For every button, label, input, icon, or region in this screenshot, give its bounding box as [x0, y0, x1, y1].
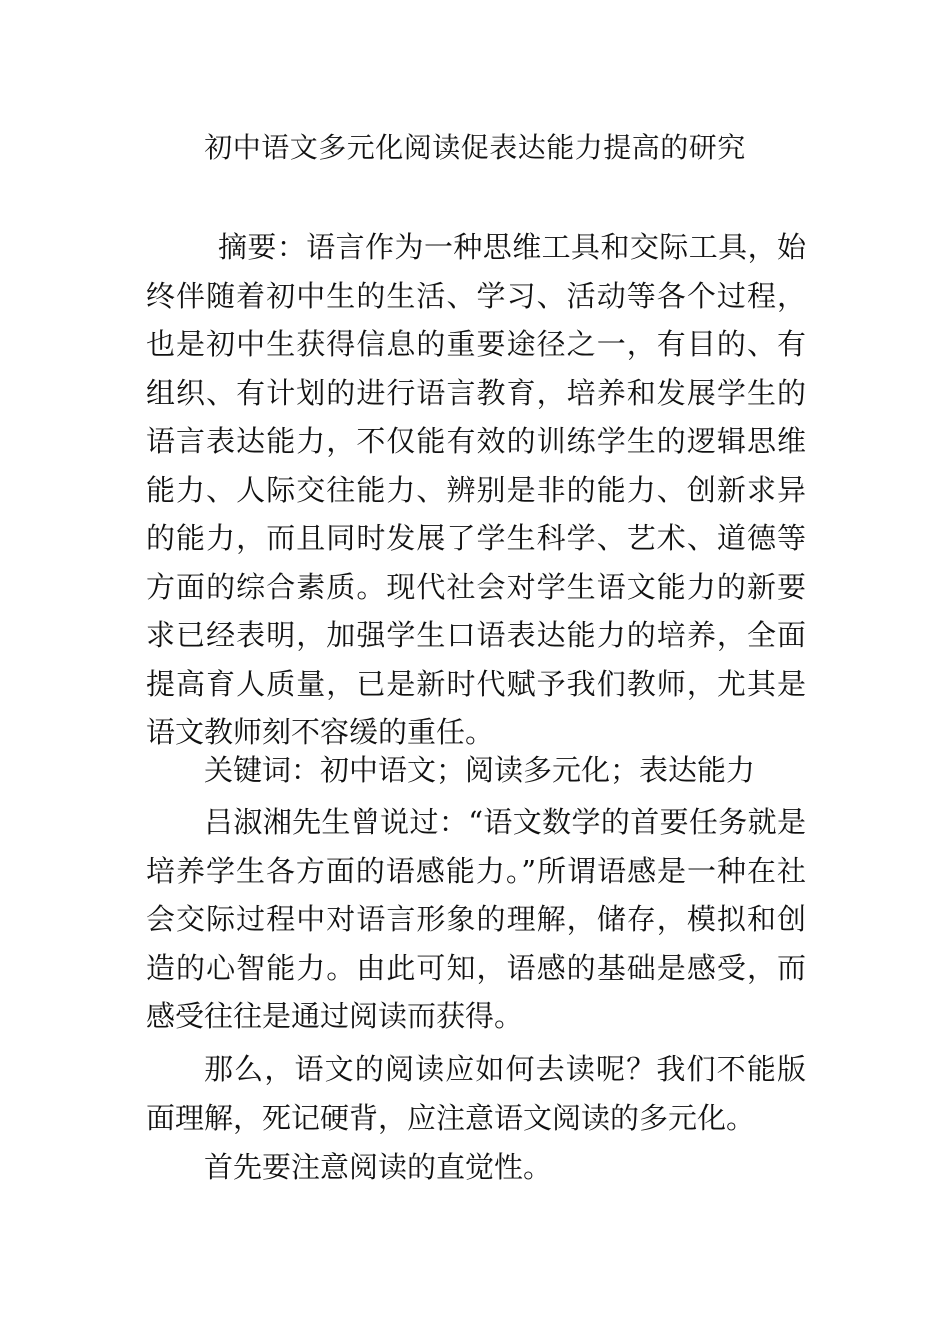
document-title: 初中语文多元化阅读促表达能力提高的研究: [204, 131, 746, 164]
abstract-paragraph: 摘要：语言作为一种思维工具和交际工具，始终伴随着初中生的生活、学习、活动等各个过程，也是初中生获得信息的重要途径之一，有目的、有组织、有计划的进行语言教育，培养和发展学生的语言表达能力，不仅能有效的训练学生的逻辑思维能力、人际交往能力、辨别是非的能力、创新求异的能力，而且同时发展了学生科学、艺术、道德等方面的综合素质。现代社会对学生语文能力的新要求已经表明，加强学生口语表达能力的培养，全面提高育人质量，已是新时代赋予我们教师，尤其是语文教师刻不容缓的重任。: [146, 230, 806, 749]
body-paragraph-1: 吕淑湘先生曾说过：“语文数学的首要任务就是培养学生各方面的语感能力。”所谓语感是一种在社会交际过程中对语言形象的理解，储存，模拟和创造的心智能力。由此可知，语感的基础是感受，而感受往往是通过阅读而获得。: [146, 805, 806, 1033]
keywords-line: 关键词：初中语文；阅读多元化；表达能力: [204, 753, 756, 787]
body-paragraph-3: 首先要注意阅读的直觉性。: [204, 1150, 553, 1184]
body-paragraph-2: 那么，语文的阅读应如何去读呢？我们不能版面理解，死记硬背，应注意语文阅读的多元化。: [146, 1052, 806, 1135]
